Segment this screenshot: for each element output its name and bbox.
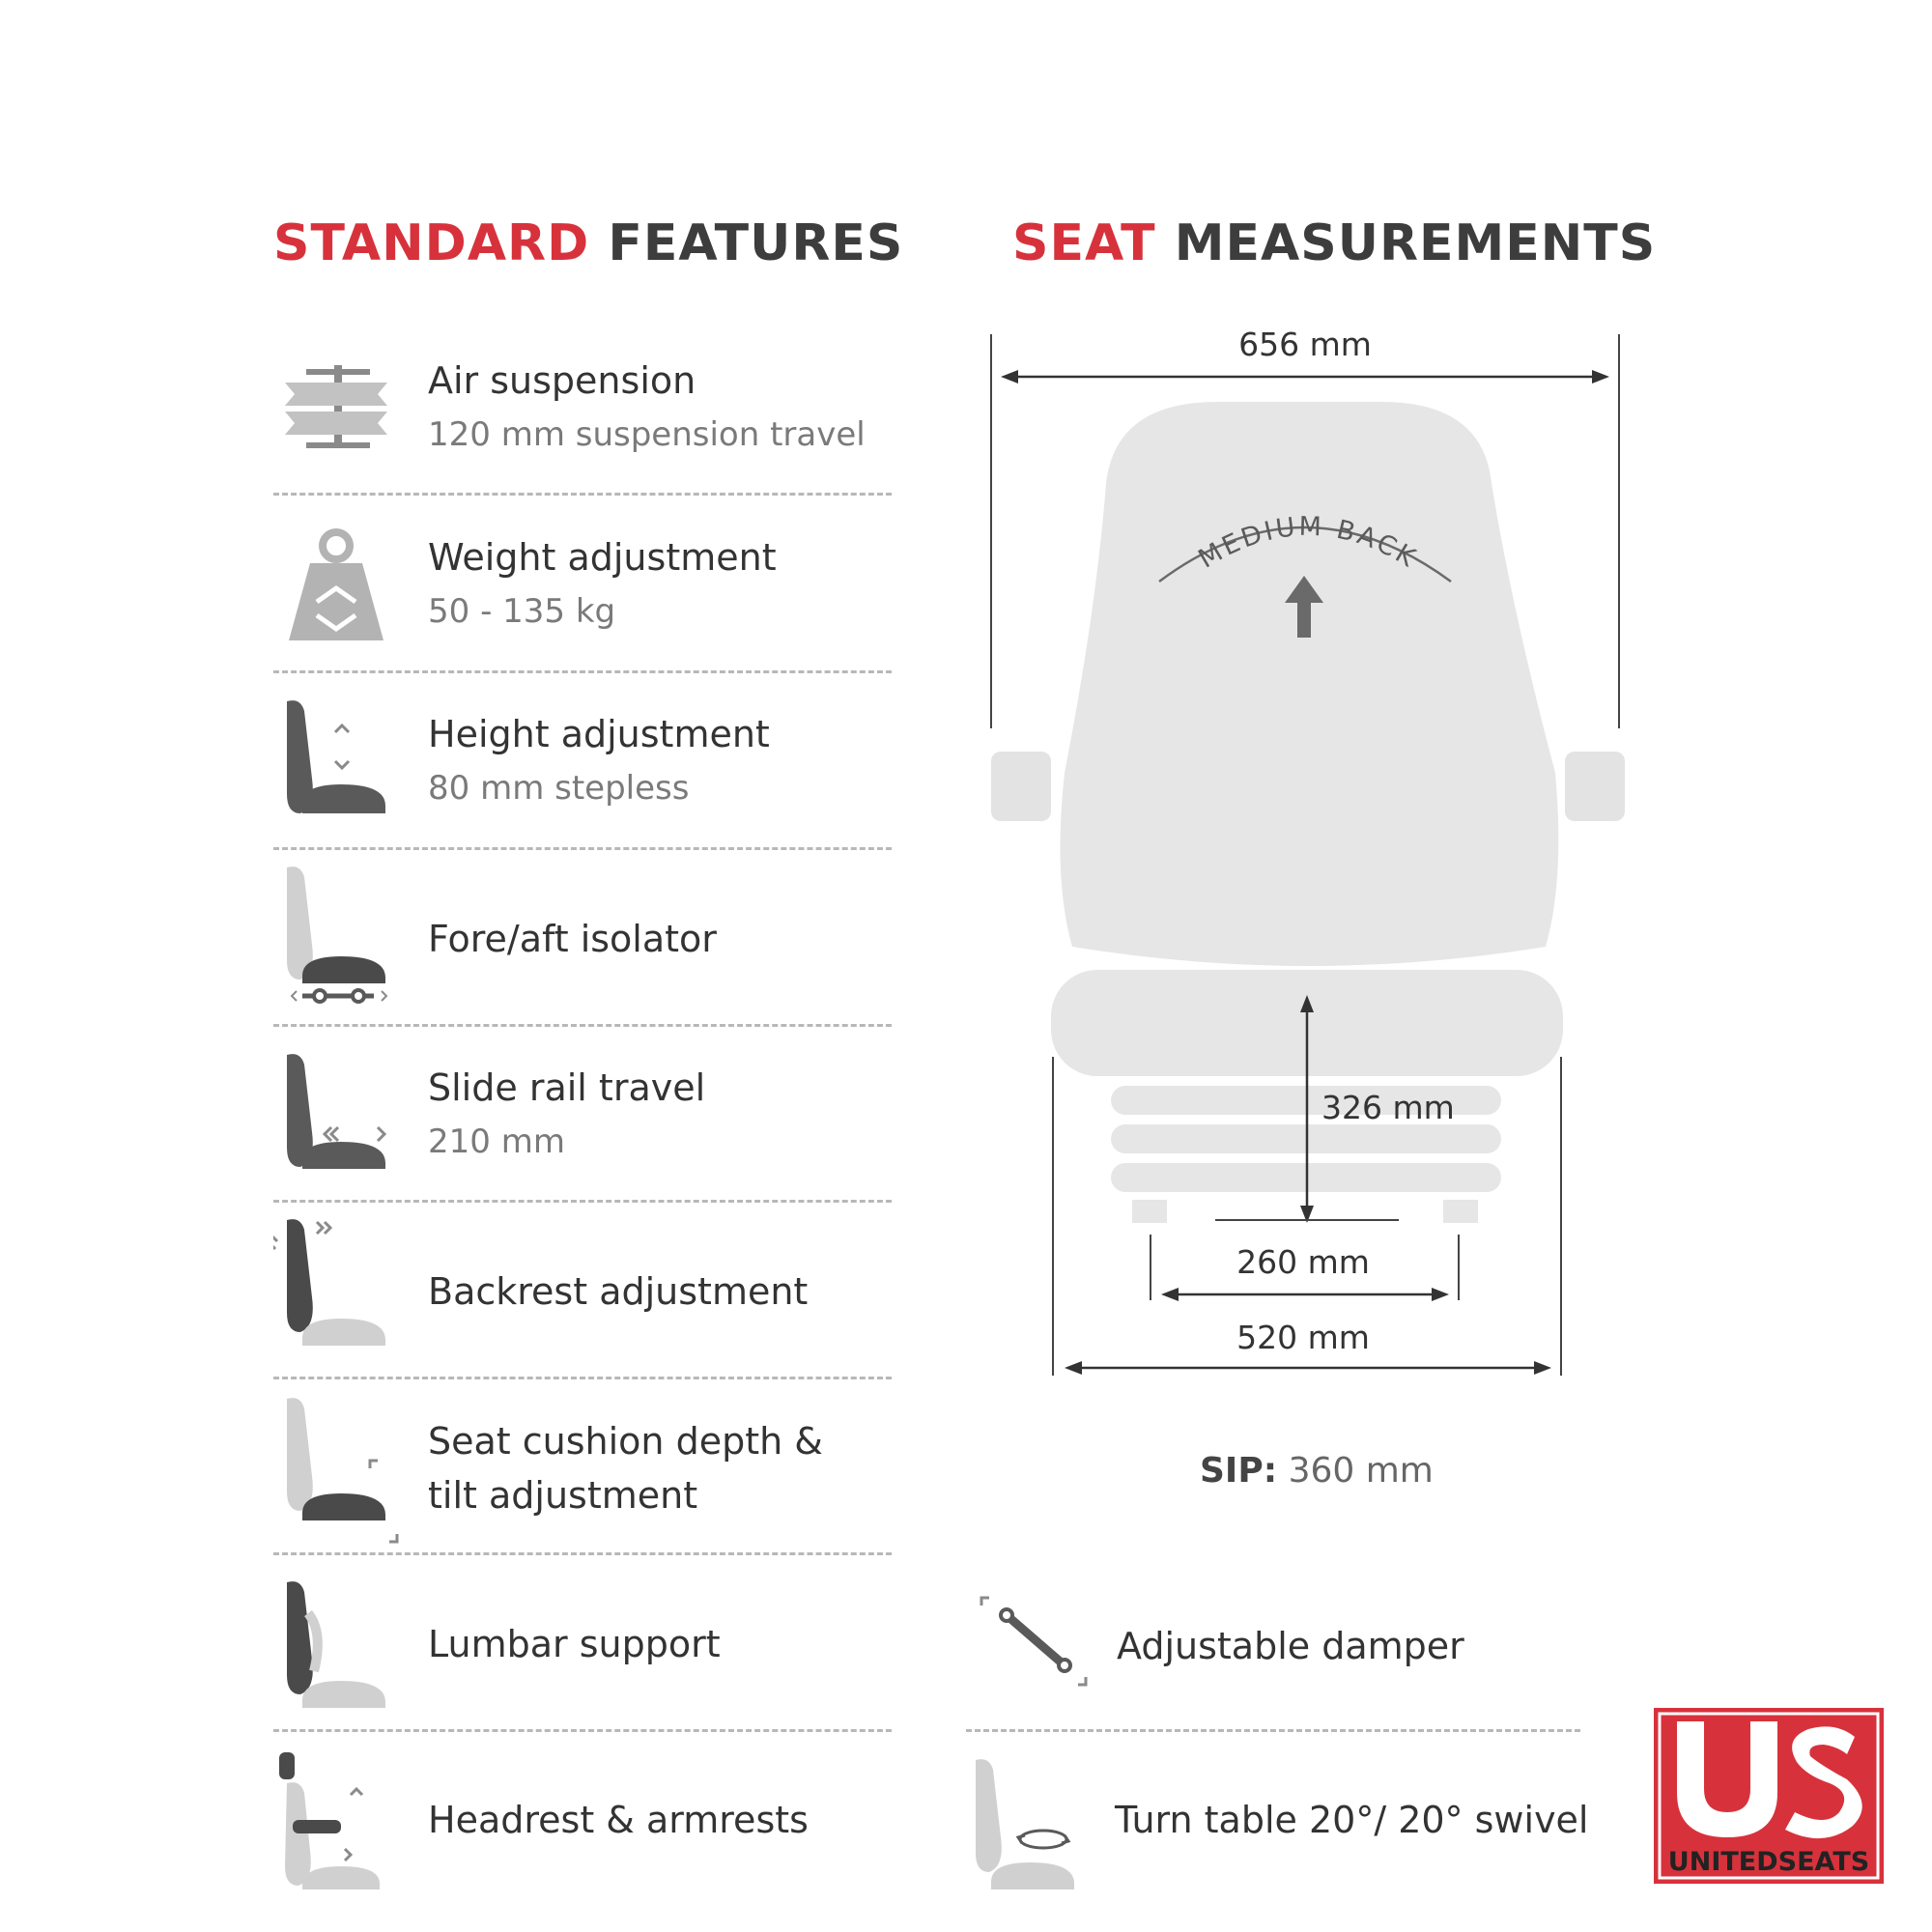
feature-title: Slide rail travel xyxy=(428,1065,706,1109)
damper-icon xyxy=(966,1557,1092,1734)
feature-adjustable-damper xyxy=(966,1557,1584,1734)
feature-lumbar-support xyxy=(273,1555,892,1732)
seat-measurement-diagram xyxy=(976,319,1652,1420)
feature-weight-adjustment xyxy=(273,496,892,672)
weight-icon xyxy=(273,496,399,672)
inner-base-arrow xyxy=(1161,1288,1449,1301)
feature-title: Weight adjustment xyxy=(428,535,777,579)
width-top-label: 656 mm xyxy=(1238,326,1372,363)
feature-subtitle: 80 mm stepless xyxy=(428,768,690,808)
feature-seat-cushion xyxy=(273,1379,892,1556)
feature-title: Turn table 20°/ 20° swivel xyxy=(1115,1798,1589,1841)
lumbar-icon xyxy=(273,1555,399,1732)
outer-base-label: 520 mm xyxy=(1236,1319,1370,1356)
medium-back-label: MEDIUM BACK xyxy=(1193,511,1423,575)
feature-slide-rail-travel xyxy=(273,1026,892,1203)
feature-title: Seat cushion depth & xyxy=(428,1419,823,1463)
feature-headrest-armrests xyxy=(273,1731,892,1908)
headrest-icon xyxy=(273,1731,399,1908)
unitedseats-logo xyxy=(1654,1708,1884,1884)
feature-subtitle: 210 mm xyxy=(428,1122,565,1161)
height-adjust-icon xyxy=(273,672,399,849)
feature-title: Height adjustment xyxy=(428,712,770,755)
foot-right xyxy=(1443,1200,1478,1223)
feature-title: Fore/aft isolator xyxy=(428,917,717,960)
swivel-icon xyxy=(966,1731,1092,1908)
feature-title: Adjustable damper xyxy=(1117,1624,1464,1667)
feature-title: Air suspension xyxy=(428,358,696,402)
width-top-arrow xyxy=(1001,370,1609,384)
feature-air-suspension xyxy=(273,319,892,496)
feature-title: Backrest adjustment xyxy=(428,1269,809,1313)
feature-subtitle: 50 - 135 kg xyxy=(428,591,616,631)
slide-rail-icon xyxy=(273,1026,399,1203)
armrest-right xyxy=(1565,752,1625,821)
feature-height-adjustment xyxy=(273,672,892,849)
air-suspension-icon xyxy=(273,319,399,496)
logo-text: UNITEDSEATS xyxy=(1667,1847,1870,1877)
seat-measurements-heading: SEAT MEASUREMENTS xyxy=(1012,214,1657,272)
feature-turn-table-swivel xyxy=(966,1731,1589,1908)
standard-features-heading: STANDARD FEATURES xyxy=(273,214,904,272)
cushion-tilt-icon xyxy=(273,1379,399,1556)
seat-backrest xyxy=(1061,402,1559,966)
height-label: 326 mm xyxy=(1321,1089,1455,1126)
sip-measurement: SIP: 360 mm xyxy=(1200,1451,1434,1491)
fore-aft-icon xyxy=(273,850,399,1027)
feature-title: Headrest & armrests xyxy=(428,1798,809,1841)
outer-base-arrow xyxy=(1065,1361,1551,1375)
armrest-left xyxy=(991,752,1051,821)
feature-subtitle: 120 mm suspension travel xyxy=(428,414,866,454)
feature-title: Lumbar support xyxy=(428,1622,721,1665)
backrest-icon xyxy=(273,1203,399,1379)
foot-left xyxy=(1132,1200,1167,1223)
feature-title-line2: tilt adjustment xyxy=(428,1473,698,1517)
inner-base-label: 260 mm xyxy=(1236,1243,1370,1281)
feature-fore-aft-isolator xyxy=(273,850,892,1027)
feature-backrest-adjustment xyxy=(273,1203,892,1379)
